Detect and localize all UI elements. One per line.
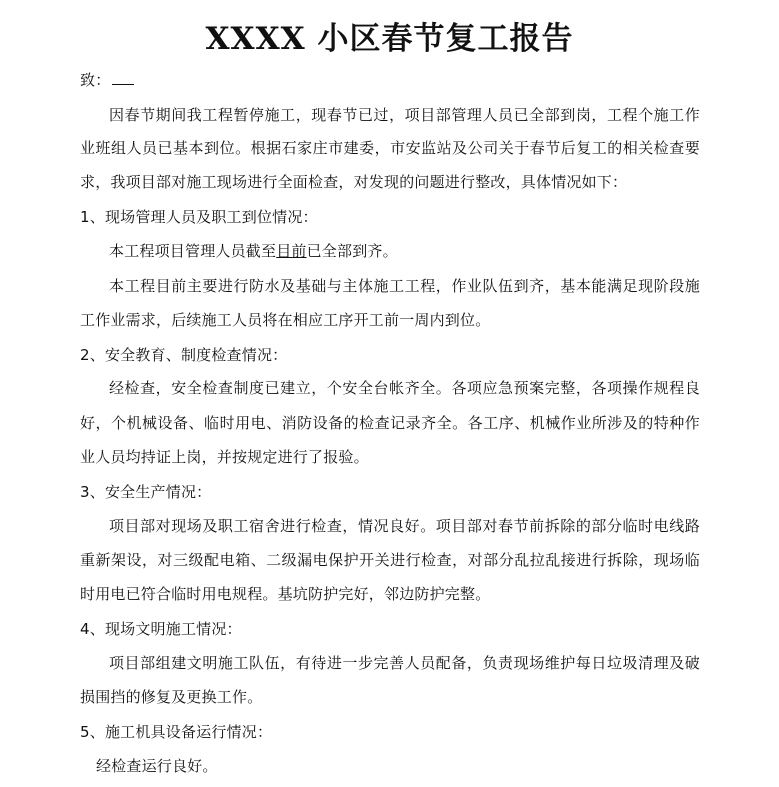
text-fragment: 本工程项目管理人员截至: [109, 242, 277, 260]
section-heading: 3、安全生产情况：: [80, 483, 212, 501]
paragraph-line: 工作业需求，后续施工人员将在相应工序开工前一周内到位。: [80, 311, 491, 329]
text-fragment: 已全部到齐。: [306, 242, 398, 260]
paragraph-line: 业人员均持证上岗，并按规定进行了报验。: [80, 448, 369, 466]
paragraph-line: 业班组人员已基本到位。根据石家庄市建委，市安监站及公司关于春节后复工的相关检查要: [80, 139, 700, 157]
paragraph-line: 因春节期间我工程暂停施工，现春节已过，项目部管理人员已全部到岗，工程个施工作: [109, 106, 700, 124]
paragraph-line: 项目部组建文明施工队伍，有待进一步完善人员配备，负责现场维护每日垃圾清理及破: [109, 654, 700, 672]
paragraph-line: 重新架设，对三级配电箱、二级漏电保护开关进行检查，对部分乱拉乱接进行拆除，现场临: [80, 551, 700, 569]
section-heading: 2、安全教育、制度检查情况：: [80, 346, 288, 364]
paragraph-line: [80, 239, 700, 263]
section-heading: 5、施工机具设备运行情况：: [80, 723, 273, 741]
paragraph-line: 项目部对现场及职工宿舍进行检查，情况良好。项目部对春节前拆除的部分临时电线路: [109, 517, 700, 535]
underlined-text: 目前: [276, 242, 307, 260]
paragraph-line: 损围挡的修复及更换工作。: [80, 688, 263, 706]
section-heading: 1、现场管理人员及职工到位情况：: [80, 208, 318, 226]
paragraph-line: 时用电已符合临时用电规程。基坑防护完好，邻边防护完整。: [80, 585, 491, 603]
section-heading: 4、现场文明施工情况：: [80, 620, 242, 638]
document-title: XXXX 小区春节复工报告: [205, 21, 574, 57]
addressee-blank: [112, 68, 134, 85]
paragraph-line: 经检查，安全检查制度已建立，个安全台帐齐全。各项应急预案完整，各项操作规程良: [109, 379, 700, 397]
paragraph-line: 本工程目前主要进行防水及基础与主体施工工程，作业队伍到齐，基本能满足现阶段施: [109, 277, 700, 295]
addressee-line: [80, 68, 700, 92]
paragraph-line: 经检查运行良好。: [96, 757, 218, 775]
paragraph-line: 求，我项目部对施工现场进行全面检查，对发现的问题进行整改，具体情况如下：: [80, 173, 628, 191]
addressee-label: 致：: [80, 71, 111, 89]
paragraph-line: 好，个机械设备、临时用电、消防设备的检查记录齐全。各工序、机械作业所涉及的特种作: [80, 414, 700, 432]
